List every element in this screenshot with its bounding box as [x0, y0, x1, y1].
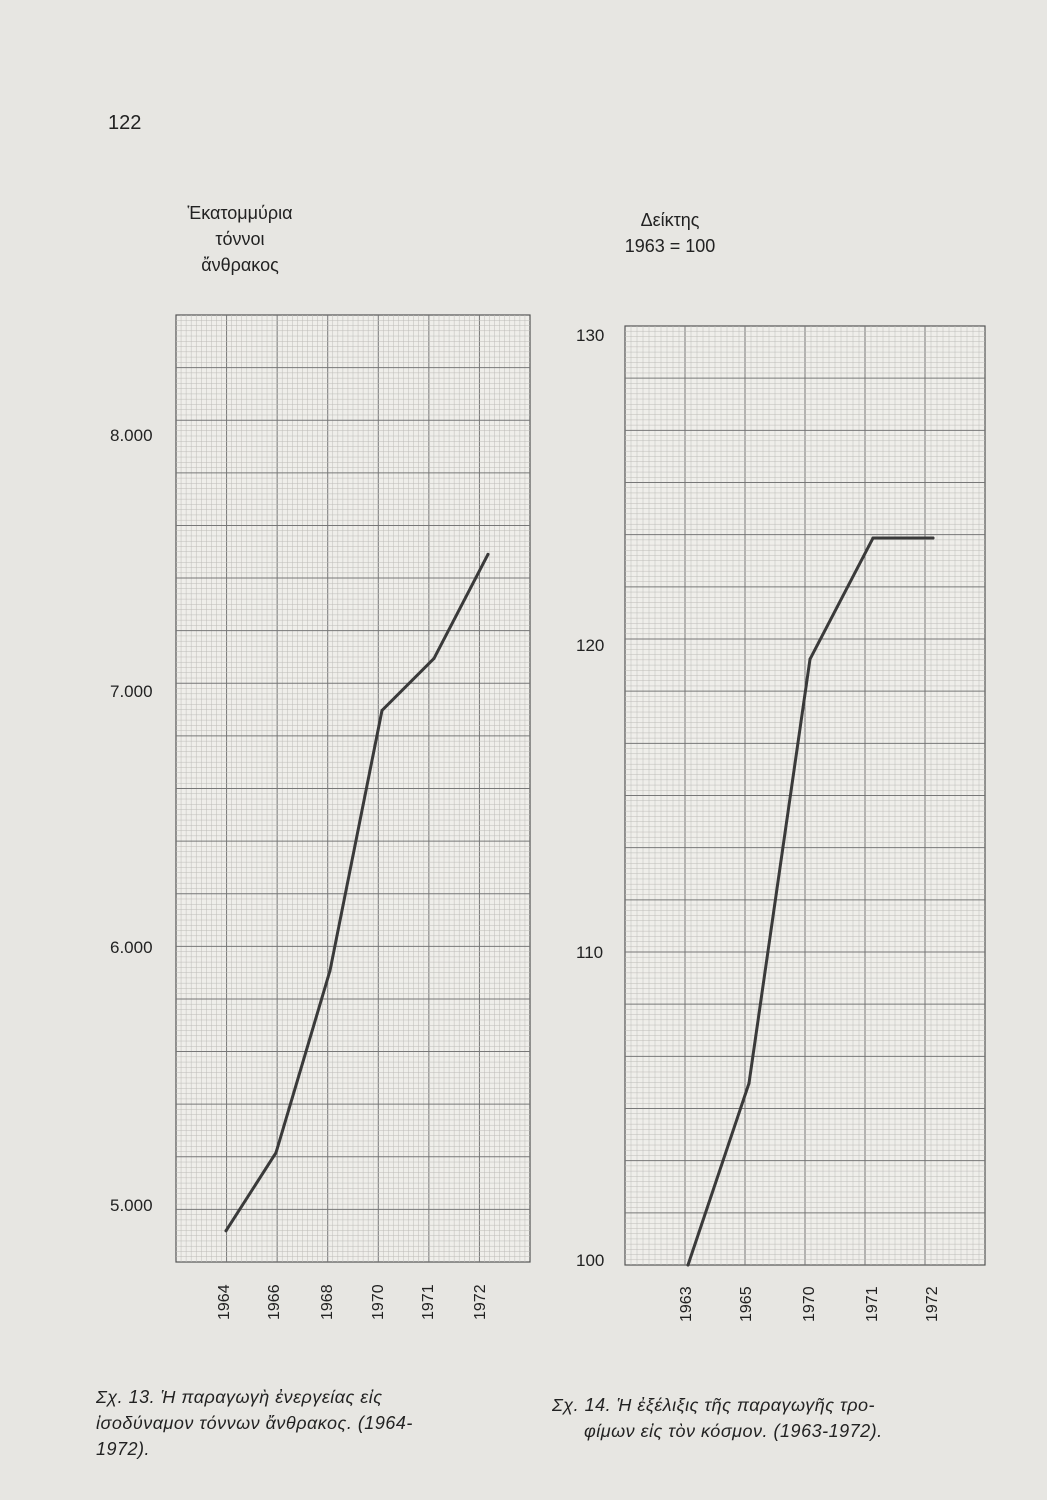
chart2-ylabel-line: 1963 = 100: [624, 236, 716, 256]
chart1-caption-line: ἰσοδύναμον τόννων ἄνθρακος. (1964-: [96, 1413, 413, 1433]
chart2-ytick-label: 110: [576, 943, 604, 962]
chart2-caption: [552, 1392, 992, 1444]
chart1-caption-line: Σχ. 13. Ἡ παραγωγὴ ἐνεργείας εἰς: [96, 1387, 383, 1407]
chart2-data-point: [748, 1082, 751, 1085]
chart2-xtick-label: 1971: [864, 1286, 881, 1322]
chart1-caption-line: 1972).: [96, 1439, 151, 1459]
chart1-ylabel-line: Ἑκατομμύρια: [187, 203, 293, 223]
chart2-data-point: [687, 1264, 690, 1267]
chart1-ytick-label: 8.000: [110, 426, 153, 445]
chart1-xtick-label: 1972: [472, 1284, 489, 1320]
chart1-ylabel-line: ἄνθρακος: [201, 255, 279, 275]
chart1-xtick-label: 1970: [370, 1284, 387, 1320]
chart2-caption-line: φίμων εἰς τὸν κόσμον. (1963-1972).: [584, 1421, 883, 1441]
chart1-xtick-label: 1966: [266, 1284, 283, 1320]
chart2-caption-line: Σχ. 14. Ἡ ἐξέλιξις τῆς παραγωγῆς τρο-: [552, 1395, 876, 1415]
chart1-ytick-label: 6.000: [110, 938, 153, 957]
chart2-xtick-label: 1963: [678, 1286, 695, 1322]
chart2-xtick-label: 1970: [801, 1286, 818, 1322]
chart2-ylabel-line: Δείκτης: [640, 210, 700, 230]
chart1-ytick-label: 5.000: [110, 1196, 153, 1215]
chart2-data-point: [809, 658, 812, 661]
chart1-xtick-label: 1971: [420, 1284, 437, 1320]
chart1-ytick-label: 7.000: [110, 682, 153, 701]
chart1-xtick-label: 1968: [319, 1284, 336, 1320]
chart2-xtick-label: 1965: [738, 1286, 755, 1322]
chart2-data-point: [932, 537, 935, 540]
chart2-xtick-label: 1972: [924, 1286, 941, 1322]
chart1-ylabel-line: τόννοι: [215, 229, 265, 249]
chart2-data-point: [872, 537, 875, 540]
page-number: 122: [108, 112, 142, 134]
chart2-ytick-label: 100: [576, 1251, 605, 1270]
chart2-ytick-label: 130: [576, 326, 605, 345]
chart1-xtick-label: 1964: [216, 1284, 233, 1320]
chart2-ytick-label: 120: [576, 636, 605, 655]
